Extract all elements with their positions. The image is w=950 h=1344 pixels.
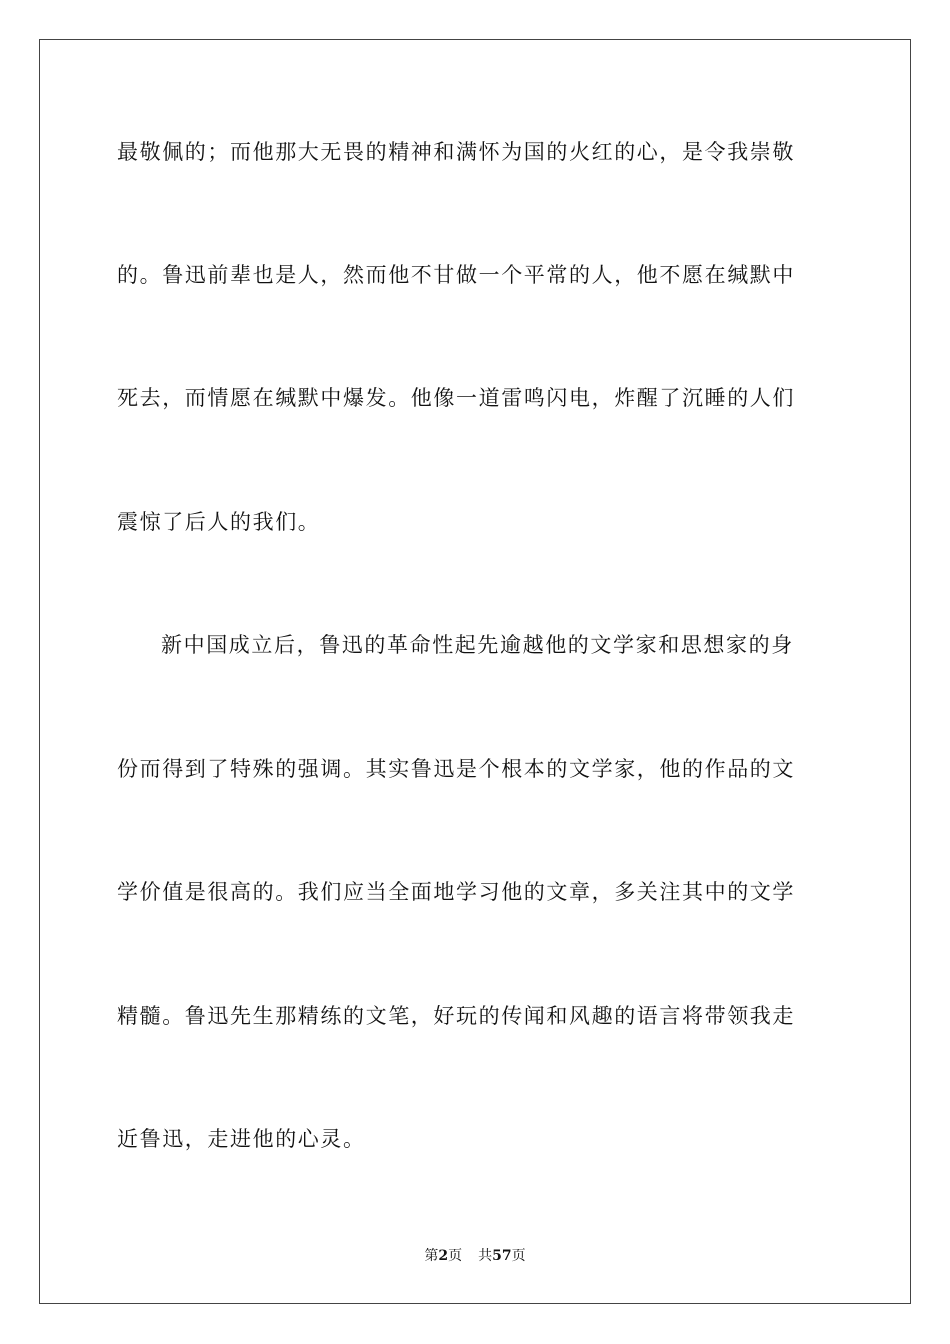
text-line-indented: 新中国成立后，鲁迅的革命性起先逾越他的文学家和思想家的身	[161, 633, 794, 657]
page-label-suffix: 页	[448, 1248, 463, 1264]
page-number: 2	[438, 1248, 449, 1264]
text-line: 精髓。鲁迅先生那精练的文笔，好玩的传闻和风趣的语言将带领我走	[117, 1004, 795, 1028]
text-line: 的。鲁迅前辈也是人，然而他不甘做一个平常的人，他不愿在缄默中	[117, 263, 795, 287]
text-line: 近鲁迅，走进他的心灵。	[117, 1127, 366, 1151]
total-label-suffix: 页	[511, 1248, 526, 1264]
text-line: 最敬佩的；而他那大无畏的精神和满怀为国的火红的心，是令我崇敬	[117, 140, 795, 164]
text-line: 震惊了后人的我们。	[117, 510, 321, 534]
page-footer	[0, 1247, 950, 1265]
page-border	[39, 39, 911, 1304]
total-pages: 57	[492, 1248, 512, 1264]
total-label-prefix: 共	[478, 1248, 493, 1264]
text-line: 份而得到了特殊的强调。其实鲁迅是个根本的文学家，他的作品的文	[117, 757, 795, 781]
page-label-prefix: 第	[424, 1248, 439, 1264]
text-line: 死去，而情愿在缄默中爆发。他像一道雷鸣闪电，炸醒了沉睡的人们	[117, 386, 795, 410]
text-line: 学价值是很高的。我们应当全面地学习他的文章，多关注其中的文学	[117, 880, 795, 904]
